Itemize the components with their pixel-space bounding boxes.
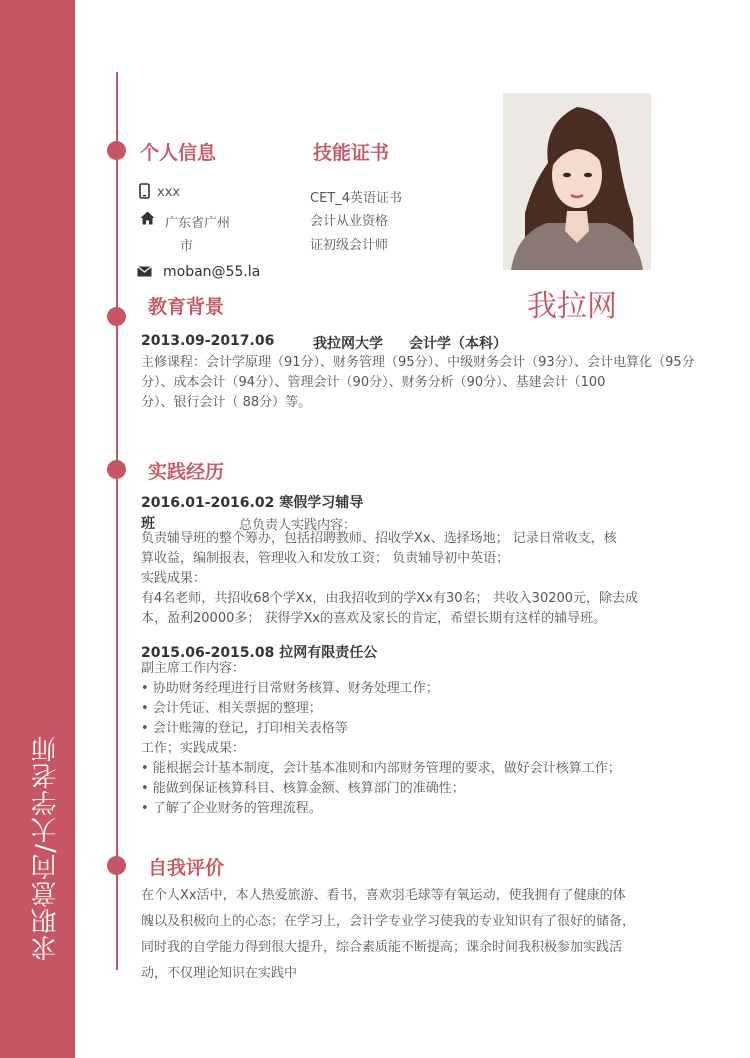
- self-eval-line: 在个人Xx活中，本人热爱旅游、看书，喜欢羽毛球等有氧运动，使我拥有了健康的体: [141, 888, 626, 903]
- job2-line: • 能做到保证核算科目、核算金额、核算部门的准确性；: [141, 781, 465, 796]
- self-eval-text: [141, 883, 635, 987]
- course-line: 分）、成本会计（94分）、管理会计（90分）、财务分析（90分）、基建会计（100: [141, 375, 606, 390]
- section-title-education: 教育背景: [148, 296, 225, 318]
- job1-line: 负责辅导班的整个筹办，包括招聘教师、招收学Xx、选择场地； 记录日常收支，核: [141, 531, 617, 546]
- self-eval-line: 动，不仅理论知识在实践中: [141, 966, 298, 981]
- job1-line: 实践成果：: [141, 571, 207, 586]
- job2-line: • 协助财务经理进行日常财务核算、财务处理工作；: [141, 681, 439, 696]
- timeline-dot: [107, 460, 126, 479]
- brand-name: 我拉网: [527, 289, 617, 324]
- job2-line: • 了解了企业财务的管理流程。: [141, 801, 322, 816]
- section-title-self-eval: 自我评价: [148, 857, 225, 879]
- job2-details: [141, 659, 621, 819]
- job-intention: 求职意向/大学老师: [31, 735, 61, 961]
- job2-line: 工作；实践成果：: [141, 741, 246, 756]
- skill-item: 会计从业资格: [310, 214, 389, 229]
- timeline-dot: [107, 307, 126, 326]
- timeline-dot: [107, 141, 126, 160]
- job2-line: • 会计账簿的登记，打印相关表格等: [141, 721, 348, 736]
- address-line2: 市: [180, 239, 194, 254]
- timeline-line: [116, 72, 118, 970]
- section-title-personal: 个人信息: [140, 142, 217, 164]
- self-eval-line: 魄以及积极向上的心态；在学习上，会计学专业学习使我的专业知识有了很好的储备，: [141, 914, 636, 929]
- job1-role: 总负责人实践内容：: [239, 518, 357, 533]
- self-eval-line: 同时我的自学能力得到很大提升，综合素质能不断提高；课余时间我积极参加实践活: [141, 940, 623, 955]
- course-line: 分）、银行会计（ 88分）等。: [141, 395, 312, 410]
- education-courses: [141, 353, 695, 413]
- job1-line: 本，盈利20000多； 获得学Xx的喜欢及家长的肯定，希望长期有这样的辅导班。: [141, 611, 607, 626]
- course-line: 主修课程：会计学原理（91分）、财务管理（95分）、中级财务会计（93分）、会计电算化（95分: [141, 355, 695, 370]
- job1-line: 算收益，编制报表，管理收入和发放工资； 负责辅导初中英语；: [141, 551, 510, 566]
- phone-icon: [139, 183, 150, 199]
- section-title-practice: 实践经历: [148, 461, 225, 483]
- job2-line: 副主席工作内容：: [141, 661, 246, 676]
- section-title-skills: 技能证书: [313, 142, 390, 164]
- timeline-dot: [107, 856, 126, 875]
- job1-line: 有4名老师，共招收68个学Xx，由我招收到的学Xx有30名； 共收入30200元，除去成: [141, 591, 639, 606]
- home-icon: [140, 211, 155, 225]
- address-line1: 广东省广州: [165, 216, 231, 231]
- skill-item: CET_4英语证书: [310, 191, 403, 206]
- mail-icon: [137, 266, 152, 277]
- email-value: moban@55.la: [163, 264, 261, 280]
- job2-heading: 2015.06-2015.08 拉网有限责任公: [141, 645, 378, 661]
- job1-heading: 2016.01-2016.02 寒假学习辅导: [141, 495, 364, 511]
- avatar: [503, 93, 651, 270]
- education-major: 会计学（本科）: [409, 336, 507, 352]
- job1-heading-cont: 班: [141, 516, 155, 532]
- education-school: 我拉网大学: [313, 336, 383, 352]
- skill-item: 证初级会计师: [310, 238, 389, 253]
- phone-value: xxx: [157, 185, 181, 200]
- education-period: 2013.09-2017.06: [141, 333, 275, 349]
- job2-line: • 会计凭证、相关票据的整理；: [141, 701, 322, 716]
- sidebar: [0, 0, 75, 1058]
- job1-details: [141, 529, 638, 629]
- job2-line: • 能根据会计基本制度，会计基本准则和内部财务管理的要求，做好会计核算工作；: [141, 761, 621, 776]
